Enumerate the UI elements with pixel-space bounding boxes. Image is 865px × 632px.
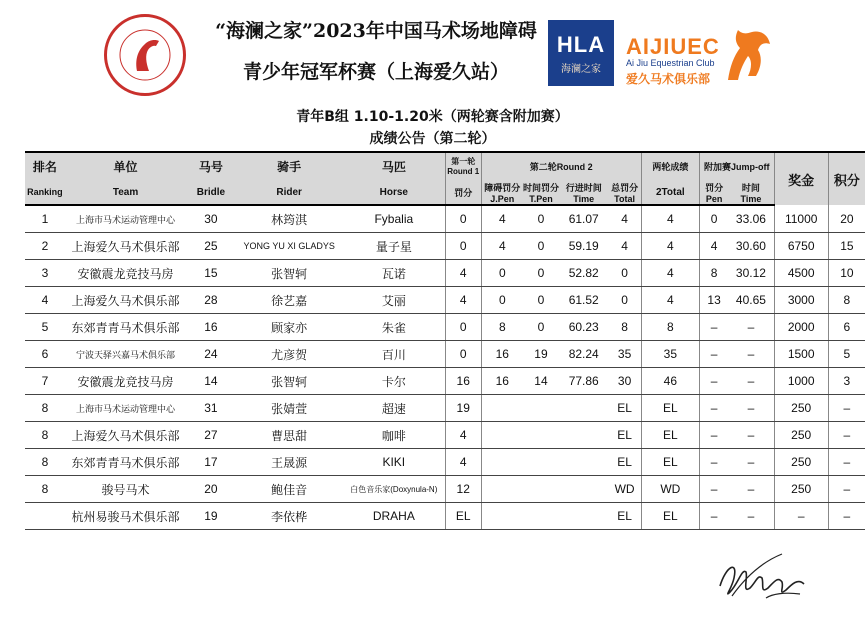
bridle-cell: 31 <box>186 395 235 422</box>
rider-cell: 张智轲 <box>235 260 342 287</box>
col-horse-cn: 马匹 <box>343 152 445 180</box>
col-rider-en: Rider <box>235 180 342 205</box>
jo-pen-cell: – <box>699 503 728 530</box>
results-table-header <box>25 152 865 205</box>
round1-pen-cell: 0 <box>445 341 481 368</box>
aijiu-logo-en: Ai Jiu Equestrian Club <box>626 58 715 68</box>
total-cell: WD <box>608 476 641 503</box>
jpen-cell: 0 <box>481 260 523 287</box>
tpen-cell: 0 <box>523 260 559 287</box>
points-cell: – <box>828 395 865 422</box>
table-row <box>25 287 865 314</box>
rank-cell: 4 <box>25 287 65 314</box>
points-cell: 10 <box>828 260 865 287</box>
bridle-cell: 27 <box>186 422 235 449</box>
col-total: 总罚分 Total <box>608 180 641 205</box>
bridle-cell: 30 <box>186 205 235 233</box>
points-cell: – <box>828 422 865 449</box>
col-jumpoff-title: 附加赛Jump-off <box>699 152 774 180</box>
time-cell <box>559 422 608 449</box>
total-cell: 4 <box>608 205 641 233</box>
prize-cell: 3000 <box>774 287 828 314</box>
jpen-cell: 4 <box>481 233 523 260</box>
col-team-en: Team <box>65 180 186 205</box>
time-cell: 61.52 <box>559 287 608 314</box>
jpen-cell: 8 <box>481 314 523 341</box>
col-prize: 奖金 <box>774 152 828 205</box>
horse-cell: Fybalia <box>343 205 445 233</box>
table-row <box>25 260 865 287</box>
prize-cell: 250 <box>774 476 828 503</box>
col-round1-en: Round 1 <box>447 166 480 176</box>
prize-cell: 250 <box>774 395 828 422</box>
table-row <box>25 341 865 368</box>
col-team-cn: 单位 <box>65 152 186 180</box>
horse-cell: 朱雀 <box>343 314 445 341</box>
tpen-cell: 0 <box>523 287 559 314</box>
two-total-cell: EL <box>641 422 699 449</box>
rider-cell: 张智轲 <box>235 368 342 395</box>
hla-logo <box>548 20 614 86</box>
table-row <box>25 422 865 449</box>
team-cell: 上海爱久马术俱乐部 <box>65 233 186 260</box>
horse-cell: 百川 <box>343 341 445 368</box>
rank-cell: 8 <box>25 449 65 476</box>
hla-logo-cn: 海澜之家 <box>561 64 601 75</box>
jo-time-cell: 30.12 <box>728 260 774 287</box>
total-cell: 0 <box>608 260 641 287</box>
bridle-cell: 20 <box>186 476 235 503</box>
prize-cell: 6750 <box>774 233 828 260</box>
round1-pen-cell: 0 <box>445 205 481 233</box>
horse-cell: KIKI <box>343 449 445 476</box>
table-row <box>25 503 865 530</box>
team-cell: 东郊青青马术俱乐部 <box>65 314 186 341</box>
prize-cell: – <box>774 503 828 530</box>
two-total-cell: 4 <box>641 205 699 233</box>
team-cell: 上海市马术运动管理中心 <box>65 395 186 422</box>
two-total-cell: WD <box>641 476 699 503</box>
prize-cell: 1000 <box>774 368 828 395</box>
round1-pen-cell: EL <box>445 503 481 530</box>
two-total-cell: EL <box>641 395 699 422</box>
rider-cell: YONG YU XI GLADYS <box>235 233 342 260</box>
col-round1-cn: 第一轮 <box>451 156 476 166</box>
rank-cell: 3 <box>25 260 65 287</box>
chinese-equestrian-association-logo <box>104 14 186 96</box>
horse-cell: DRAHA <box>343 503 445 530</box>
two-total-cell: EL <box>641 503 699 530</box>
tpen-cell <box>523 449 559 476</box>
rider-cell: 王晟源 <box>235 449 342 476</box>
round1-pen-cell: 4 <box>445 422 481 449</box>
prize-cell: 250 <box>774 449 828 476</box>
rider-cell: 张婧萱 <box>235 395 342 422</box>
total-cell: 35 <box>608 341 641 368</box>
points-cell: 3 <box>828 368 865 395</box>
event-title-line1: “海澜之家”2023年中国马术场地障碍 <box>215 20 537 42</box>
tpen-cell <box>523 395 559 422</box>
jo-time-cell: – <box>728 341 774 368</box>
jo-pen-cell: – <box>699 476 728 503</box>
team-cell: 东郊青青马术俱乐部 <box>65 449 186 476</box>
tpen-cell <box>523 476 559 503</box>
time-cell: 59.19 <box>559 233 608 260</box>
time-cell: 61.07 <box>559 205 608 233</box>
total-cell: EL <box>608 449 641 476</box>
jo-time-cell: – <box>728 503 774 530</box>
total-cell: EL <box>608 503 641 530</box>
rank-cell: 1 <box>25 205 65 233</box>
orange-horse-icon <box>718 22 774 84</box>
prize-cell: 2000 <box>774 314 828 341</box>
col-jpen: 障碍罚分 J.Pen <box>481 180 523 205</box>
results-table-body <box>25 205 865 530</box>
jpen-cell <box>481 422 523 449</box>
table-row <box>25 449 865 476</box>
rank-cell: 8 <box>25 422 65 449</box>
round1-pen-cell: 12 <box>445 476 481 503</box>
two-total-cell: 4 <box>641 287 699 314</box>
table-row <box>25 233 865 260</box>
jo-pen-cell: – <box>699 395 728 422</box>
col-horse-en: Horse <box>343 180 445 205</box>
time-cell <box>559 395 608 422</box>
total-cell: EL <box>608 422 641 449</box>
jo-pen-cell: 8 <box>699 260 728 287</box>
total-cell: 0 <box>608 287 641 314</box>
jo-time-cell: 40.65 <box>728 287 774 314</box>
jo-time-cell: 30.60 <box>728 233 774 260</box>
results-notice-title: 成绩公告（第二轮） <box>369 131 496 147</box>
bridle-cell: 19 <box>186 503 235 530</box>
points-cell: 5 <box>828 341 865 368</box>
rider-cell: 顾家亦 <box>235 314 342 341</box>
table-row <box>25 314 865 341</box>
rank-cell: 2 <box>25 233 65 260</box>
time-cell <box>559 449 608 476</box>
team-cell: 安徽震龙竞技马房 <box>65 368 186 395</box>
total-cell: 4 <box>608 233 641 260</box>
team-cell: 杭州易骏马术俱乐部 <box>65 503 186 530</box>
table-row <box>25 368 865 395</box>
prize-cell: 4500 <box>774 260 828 287</box>
bridle-cell: 14 <box>186 368 235 395</box>
rank-cell: 5 <box>25 314 65 341</box>
time-cell <box>559 503 608 530</box>
jo-pen-cell: – <box>699 314 728 341</box>
rank-cell: 7 <box>25 368 65 395</box>
total-cell: 8 <box>608 314 641 341</box>
team-cell: 骏号马术 <box>65 476 186 503</box>
bridle-cell: 28 <box>186 287 235 314</box>
col-bridle-en: Bridle <box>186 180 235 205</box>
points-cell: 6 <box>828 314 865 341</box>
jo-pen-cell: – <box>699 341 728 368</box>
event-category: 青年B组 1.10-1.20米（两轮赛含附加赛） <box>296 109 569 125</box>
bridle-cell: 24 <box>186 341 235 368</box>
bridle-cell: 16 <box>186 314 235 341</box>
jpen-cell <box>481 449 523 476</box>
tpen-cell <box>523 503 559 530</box>
jo-time-cell: – <box>728 449 774 476</box>
tpen-cell: 0 <box>523 205 559 233</box>
two-total-cell: 4 <box>641 260 699 287</box>
time-cell: 52.82 <box>559 260 608 287</box>
event-title-line2: 青少年冠军杯赛（上海爱久站） <box>242 61 509 83</box>
col-jo-pen: 罚分 Pen <box>699 180 728 205</box>
jo-pen-cell: 13 <box>699 287 728 314</box>
rider-cell: 徐艺嘉 <box>235 287 342 314</box>
points-cell: – <box>828 476 865 503</box>
two-total-cell: 4 <box>641 233 699 260</box>
col-two-total-en: 2Total <box>641 180 699 205</box>
two-total-cell: 35 <box>641 341 699 368</box>
team-cell: 上海爱久马术俱乐部 <box>65 422 186 449</box>
signature <box>712 548 812 606</box>
col-time: 行进时间 Time <box>559 180 608 205</box>
horse-cell: 量子星 <box>343 233 445 260</box>
jo-time-cell: – <box>728 395 774 422</box>
team-cell: 宁波天驿兴嘉马术俱乐部 <box>65 341 186 368</box>
col-rank-cn: 排名 <box>25 152 65 180</box>
round1-pen-cell: 4 <box>445 260 481 287</box>
time-cell: 82.24 <box>559 341 608 368</box>
horse-cell: 白色音乐家(Doxynula-N) <box>343 476 445 503</box>
rank-cell: 8 <box>25 395 65 422</box>
horse-cell: 咖啡 <box>343 422 445 449</box>
rider-cell: 李依桦 <box>235 503 342 530</box>
time-cell: 77.86 <box>559 368 608 395</box>
time-cell: 60.23 <box>559 314 608 341</box>
round1-pen-cell: 19 <box>445 395 481 422</box>
jpen-cell: 0 <box>481 287 523 314</box>
tpen-cell: 19 <box>523 341 559 368</box>
two-total-cell: 8 <box>641 314 699 341</box>
team-cell: 上海爱久马术俱乐部 <box>65 287 186 314</box>
prize-cell: 250 <box>774 422 828 449</box>
horse-emblem-icon <box>107 17 183 93</box>
jpen-cell: 16 <box>481 368 523 395</box>
prize-cell: 11000 <box>774 205 828 233</box>
col-rider-cn: 骑手 <box>235 152 342 180</box>
col-round1-title <box>445 152 481 180</box>
points-cell: – <box>828 449 865 476</box>
points-cell: 20 <box>828 205 865 233</box>
jo-pen-cell: 0 <box>699 205 728 233</box>
rank-cell: 8 <box>25 476 65 503</box>
col-two-total-cn: 两轮成绩 <box>641 152 699 180</box>
tpen-cell: 14 <box>523 368 559 395</box>
points-cell: – <box>828 503 865 530</box>
rider-cell: 尤彦贺 <box>235 341 342 368</box>
jo-pen-cell: – <box>699 368 728 395</box>
table-row <box>25 395 865 422</box>
team-cell: 安徽震龙竞技马房 <box>65 260 186 287</box>
bridle-cell: 15 <box>186 260 235 287</box>
rider-cell: 林筠淇 <box>235 205 342 233</box>
col-tpen: 时间罚分 T.Pen <box>523 180 559 205</box>
aijiu-logo-name: AIJIUEC <box>626 34 720 59</box>
round1-pen-cell: 4 <box>445 287 481 314</box>
jo-pen-cell: – <box>699 449 728 476</box>
jpen-cell <box>481 503 523 530</box>
header <box>0 0 865 100</box>
col-rank-en: Ranking <box>25 180 65 205</box>
horse-cell: 超速 <box>343 395 445 422</box>
time-cell <box>559 476 608 503</box>
prize-cell: 1500 <box>774 341 828 368</box>
hla-logo-text: HLA <box>556 32 606 57</box>
two-total-cell: 46 <box>641 368 699 395</box>
tpen-cell <box>523 422 559 449</box>
team-cell: 上海市马术运动管理中心 <box>65 205 186 233</box>
col-round1-pen: 罚分 <box>445 180 481 205</box>
jo-pen-cell: 4 <box>699 233 728 260</box>
jo-time-cell: – <box>728 368 774 395</box>
aijiu-logo-cn: 爱久马术俱乐部 <box>626 72 711 86</box>
bridle-cell: 17 <box>186 449 235 476</box>
horse-cell: 瓦诺 <box>343 260 445 287</box>
round1-pen-cell: 4 <box>445 449 481 476</box>
bridle-cell: 25 <box>186 233 235 260</box>
rank-cell: 6 <box>25 341 65 368</box>
total-cell: EL <box>608 395 641 422</box>
jpen-cell <box>481 395 523 422</box>
col-bridle-cn: 马号 <box>186 152 235 180</box>
points-cell: 15 <box>828 233 865 260</box>
tpen-cell: 0 <box>523 314 559 341</box>
jo-time-cell: – <box>728 476 774 503</box>
rider-cell: 鲍佳音 <box>235 476 342 503</box>
horse-cell: 艾丽 <box>343 287 445 314</box>
table-row <box>25 476 865 503</box>
points-cell: 8 <box>828 287 865 314</box>
col-jo-time: 时间 Time <box>728 180 774 205</box>
two-total-cell: EL <box>641 449 699 476</box>
jo-time-cell: – <box>728 314 774 341</box>
jpen-cell <box>481 476 523 503</box>
col-points: 积分 <box>828 152 865 205</box>
horse-cell: 卡尔 <box>343 368 445 395</box>
jo-pen-cell: – <box>699 422 728 449</box>
table-row <box>25 205 865 233</box>
jo-time-cell: – <box>728 422 774 449</box>
total-cell: 30 <box>608 368 641 395</box>
round1-pen-cell: 0 <box>445 233 481 260</box>
rank-cell <box>25 503 65 530</box>
tpen-cell: 0 <box>523 233 559 260</box>
jpen-cell: 4 <box>481 205 523 233</box>
round1-pen-cell: 16 <box>445 368 481 395</box>
col-round2-title: 第二轮Round 2 <box>481 152 641 180</box>
results-table <box>25 151 865 530</box>
jpen-cell: 16 <box>481 341 523 368</box>
rider-cell: 曹思甜 <box>235 422 342 449</box>
round1-pen-cell: 0 <box>445 314 481 341</box>
jo-time-cell: 33.06 <box>728 205 774 233</box>
